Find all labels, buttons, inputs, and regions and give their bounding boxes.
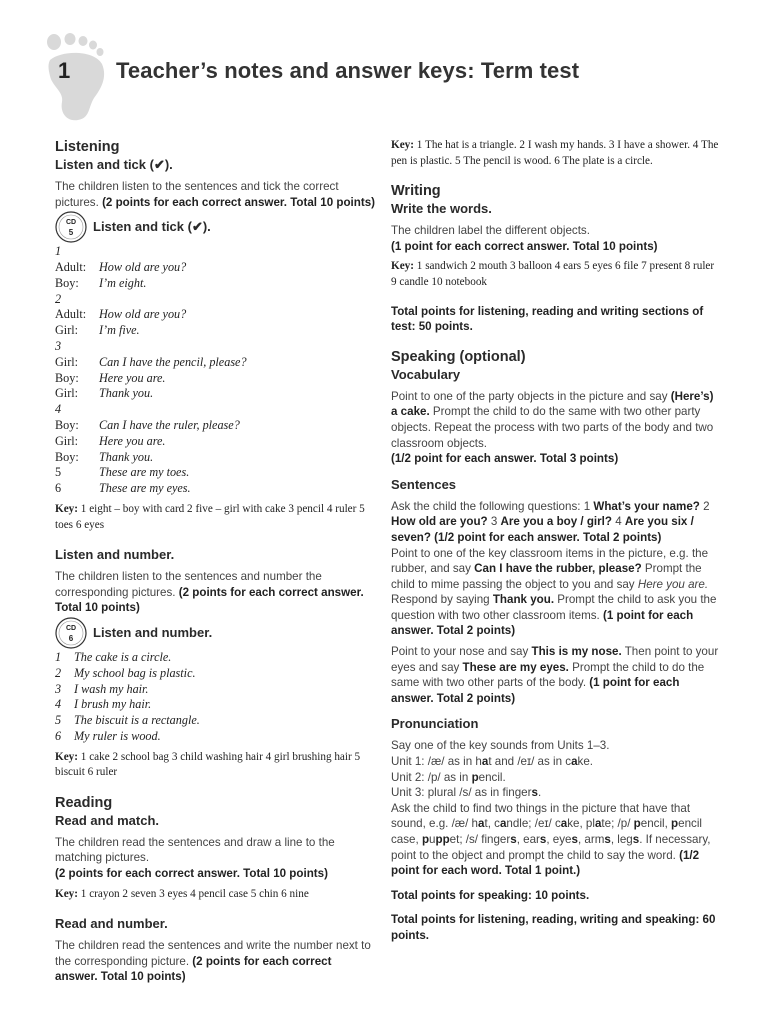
script-speaker: Girl: — [55, 354, 79, 369]
audio-script-2 — [55, 650, 375, 745]
script-text: The biscuit is a rectangle. — [74, 713, 200, 728]
writing-heading: Writing — [391, 183, 441, 200]
answer-key-3: Key: 1 crayon 2 seven 3 eyes 4 pencil case 5 chin 6 nine — [55, 887, 309, 900]
script-line — [55, 307, 375, 323]
script-item-number: 6 — [55, 728, 62, 743]
script-speaker: 6 — [55, 481, 62, 496]
vocabulary-heading: Vocabulary — [391, 366, 461, 382]
cd6-label: CD — [65, 624, 77, 632]
script-line — [55, 650, 375, 666]
script-line — [55, 682, 375, 698]
sentences-heading: Sentences — [391, 476, 457, 492]
script-speaker: Adult: — [55, 307, 87, 322]
script-text: My school bag is plastic. — [74, 665, 196, 680]
script-item-number: 1 — [55, 649, 62, 664]
total-points-overall: Total points for listening, reading, writing and speaking: 60 points. — [391, 913, 716, 942]
listen-tick-heading: Listen and tick (✔). — [55, 157, 173, 172]
cd5-label: CD — [65, 219, 77, 227]
left-column — [55, 138, 375, 985]
script-text: Here you are. — [99, 433, 166, 448]
script-text: How old are you? — [99, 307, 187, 322]
script-item-number: 2 — [55, 291, 62, 306]
cd5-listen-tick-heading: Listen and tick (✔). — [93, 219, 211, 235]
cd-icon — [55, 617, 87, 649]
vocabulary-points: (1/2 point for each answer. Total 3 points) — [391, 452, 619, 466]
script-line — [55, 465, 375, 481]
write-words-heading: Write the words. — [391, 201, 492, 217]
pronunciation-unit3: Unit 3: plural /s/ as in fingers. — [391, 786, 542, 800]
pronunciation-heading: Pronunciation — [391, 716, 479, 732]
listen-number-instructions: The children listen to the sentences and number the corresponding pictures. (2 points for each correct answer. Total 10 points) — [55, 570, 364, 615]
answer-key-4: Key: 1 The hat is a triangle. 2 I wash my hands. 3 I have a shower. 4 The pen is plastic. 5 The pencil is wood. 6 The plate is a circle. — [391, 139, 719, 167]
script-speaker: Boy: — [55, 449, 79, 464]
script-text: The cake is a circle. — [74, 649, 172, 664]
unit-number: 1 — [58, 58, 71, 83]
total-points-written: Total points for listening, reading and writing sections of test: 50 points. — [391, 304, 704, 334]
script-speaker: 5 — [55, 465, 62, 480]
vocabulary-instructions: Point to one of the party objects in the picture and say (Here’s) a cake. Prompt the child to do the same with two other party objects. Repeat the process with two parts of the body and two classroom objects. — [391, 389, 714, 450]
cd6-heading — [55, 616, 375, 650]
script-text: Here you are. — [99, 370, 166, 385]
script-line — [55, 371, 375, 387]
script-text: Thank you. — [99, 449, 154, 464]
cd-icon — [55, 211, 87, 243]
script-item-number: 2 — [55, 665, 62, 680]
listen-number-heading: Listen and number. — [55, 547, 175, 563]
footprint-icon — [42, 32, 112, 122]
script-text: I brush my hair. — [74, 697, 152, 712]
script-line — [55, 729, 375, 745]
script-text: These are my toes. — [99, 465, 190, 480]
script-text: I’m eight. — [99, 275, 147, 290]
script-text: I wash my hair. — [74, 681, 149, 696]
cd6-listen-number-heading: Listen and number. — [93, 624, 213, 640]
listen-tick-instructions: The children listen to the sentences and tick the correct pictures. (2 points for each correct answer. Total 10 points) — [55, 180, 376, 209]
right-column — [391, 138, 719, 944]
script-line — [55, 323, 375, 339]
script-text: Thank you. — [99, 386, 154, 401]
pronunciation-instructions: Ask the child to find two things in the picture that have that sound, e.g. /æ/ hat, candle; /eɪ/ cake, plate; /p/ pencil, pencil case, puppet; /s/ fingers, ears, eyes, arms, legs. If necessary, point to the object and prompt the child to say the word. (1/2 point for each word. Total 1 point.) — [391, 801, 711, 878]
script-speaker: Girl: — [55, 386, 79, 401]
script-speaker: Adult: — [55, 259, 87, 274]
pronunciation-unit1: Unit 1: /æ/ as in hat and /eɪ/ as in cake. — [391, 755, 593, 769]
script-line — [55, 418, 375, 434]
total-points-speaking: Total points for speaking: 10 points. — [391, 888, 590, 902]
write-words-points: (1 point for each correct answer. Total 10 points) — [391, 239, 658, 253]
script-text: Can I have the ruler, please? — [99, 417, 240, 432]
listening-heading: Listening — [55, 139, 120, 155]
page-header — [0, 0, 768, 120]
script-line — [55, 450, 375, 466]
answer-key-5: Key: 1 sandwich 2 mouth 3 balloon 4 ears 5 eyes 6 file 7 present 8 ruler 9 candle 10 notebook — [391, 260, 715, 288]
cd6-number: 6 — [68, 633, 74, 643]
script-line — [55, 697, 375, 713]
read-match-instructions: The children read the sentences and draw a line to the matching pictures. — [55, 835, 335, 865]
script-text: I’m five. — [99, 323, 140, 338]
script-line — [55, 276, 375, 292]
audio-script-1 — [55, 244, 375, 497]
script-item-number: 1 — [55, 244, 62, 259]
script-line — [55, 386, 375, 402]
read-match-points: (2 points for each correct answer. Total 10 points) — [55, 867, 328, 881]
write-words-instructions: The children label the different objects. — [391, 224, 590, 238]
script-text: How old are you? — [99, 259, 187, 274]
script-item-number: 3 — [55, 681, 62, 696]
script-text: These are my eyes. — [99, 481, 191, 496]
cd5-number: 5 — [68, 228, 74, 238]
pronunciation-unit2: Unit 2: /p/ as in pencil. — [391, 770, 506, 784]
answer-key-2: Key: 1 cake 2 school bag 3 child washing hair 4 girl brushing hair 5 biscuit 6 ruler — [55, 750, 361, 779]
page-title: Teacher’s notes and answer keys: Term test — [116, 58, 580, 83]
sentences-questions: Ask the child the following questions: 1 What’s your name? 2 How old are you? 3 Are you a boy / girl? 4 Are you six / seven? (1/2 point for each answer. Total 2 points) — [391, 499, 710, 544]
reading-heading: Reading — [55, 794, 113, 811]
script-line — [55, 713, 375, 729]
script-line — [55, 434, 375, 450]
script-item-number: 4 — [55, 402, 62, 417]
script-speaker: Boy: — [55, 275, 79, 290]
script-line — [55, 260, 375, 276]
sentences-classroom-items: Point to one of the key classroom items in the picture, e.g. the rubber, and say Can I have the rubber, please? Prompt the child to mime passing the object to you and say Here you are. Respond by saying Thank you. Prompt the child to ask you the question with two other classroom items. (1 point for each answer. Total 2 points) — [391, 546, 717, 638]
script-speaker: Boy: — [55, 370, 79, 385]
answer-key-1: Key: 1 eight – boy with card 2 five – girl with cake 3 pencil 4 ruler 5 toes 6 eyes — [55, 502, 365, 531]
pronunciation-intro: Say one of the key sounds from Units 1–3. — [391, 739, 610, 753]
speaking-heading: Speaking (optional) — [391, 348, 526, 365]
read-number-instructions: The children read the sentences and write the number next to the corresponding picture. (2 points for each correct answer. Total 10 points) — [55, 939, 371, 984]
script-line — [55, 481, 375, 497]
script-speaker: Girl: — [55, 433, 79, 448]
script-text: Can I have the pencil, please? — [99, 354, 247, 369]
script-item-number: 3 — [55, 338, 62, 353]
script-text: My ruler is wood. — [74, 728, 161, 743]
sentences-body-parts: Point to your nose and say This is my nose. Then point to your eyes and say These are my eyes. Prompt the child to do the same with two other parts of the body. (1 point for each answer. Total 2 points) — [391, 645, 719, 705]
script-speaker: Girl: — [55, 323, 79, 338]
script-line — [55, 666, 375, 682]
script-speaker: Boy: — [55, 417, 79, 432]
script-line — [55, 355, 375, 371]
cd5-heading — [55, 210, 375, 244]
read-match-heading: Read and match. — [55, 812, 160, 828]
script-item-number: 4 — [55, 697, 62, 712]
script-item-number: 5 — [55, 713, 62, 728]
read-number-heading: Read and number. — [55, 916, 168, 932]
